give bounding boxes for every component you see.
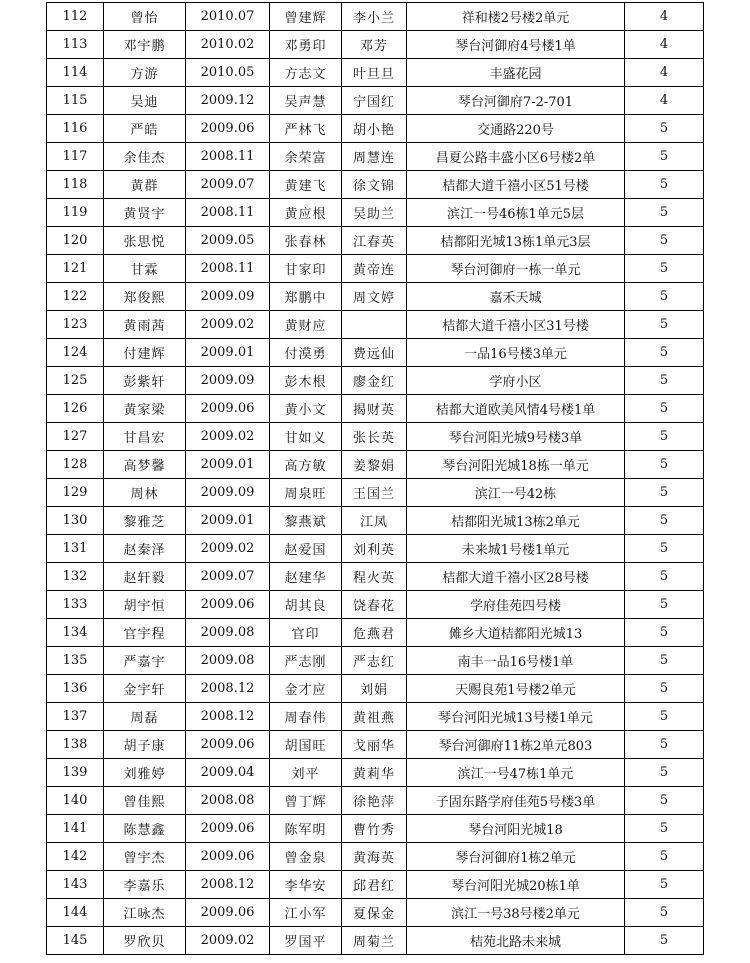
father-name-cell: 黄建飞 xyxy=(270,171,342,199)
mother-name-cell: 廖金红 xyxy=(342,367,407,395)
student-name-cell: 黄群 xyxy=(104,171,186,199)
address-cell: 琴台河御府一栋一单元 xyxy=(407,255,625,283)
address-cell: 琴台河阳光城18 xyxy=(407,815,625,843)
student-table xyxy=(46,2,704,955)
table-row xyxy=(47,199,704,227)
student-name-cell: 郑俊熙 xyxy=(104,283,186,311)
father-name-cell: 胡其良 xyxy=(270,591,342,619)
row-number-cell: 112 xyxy=(47,3,104,31)
birth-date-cell: 2009.02 xyxy=(186,423,270,451)
birth-date-cell: 2009.06 xyxy=(186,731,270,759)
student-name-cell: 甘昌宏 xyxy=(104,423,186,451)
address-cell: 一品16号楼3单元 xyxy=(407,339,625,367)
father-name-cell: 方志文 xyxy=(270,59,342,87)
row-number-cell: 135 xyxy=(47,647,104,675)
table-row xyxy=(47,759,704,787)
mother-name-cell: 胡小艳 xyxy=(342,115,407,143)
grade-cell: 5 xyxy=(625,619,704,647)
student-name-cell: 赵轩毅 xyxy=(104,563,186,591)
row-number-cell: 129 xyxy=(47,479,104,507)
grade-cell: 5 xyxy=(625,535,704,563)
birth-date-cell: 2010.05 xyxy=(186,59,270,87)
table-row xyxy=(47,647,704,675)
grade-cell: 5 xyxy=(625,927,704,955)
table-row xyxy=(47,87,704,115)
father-name-cell: 付漠勇 xyxy=(270,339,342,367)
address-cell: 滨江一号47栋1单元 xyxy=(407,759,625,787)
father-name-cell: 余荣富 xyxy=(270,143,342,171)
grade-cell: 5 xyxy=(625,843,704,871)
birth-date-cell: 2009.08 xyxy=(186,647,270,675)
student-name-cell: 周林 xyxy=(104,479,186,507)
grade-cell: 5 xyxy=(625,731,704,759)
father-name-cell: 金才应 xyxy=(270,675,342,703)
student-name-cell: 甘霖 xyxy=(104,255,186,283)
grade-cell: 5 xyxy=(625,255,704,283)
student-name-cell: 彭紫轩 xyxy=(104,367,186,395)
birth-date-cell: 2009.02 xyxy=(186,311,270,339)
birth-date-cell: 2009.06 xyxy=(186,899,270,927)
student-name-cell: 江咏杰 xyxy=(104,899,186,927)
address-cell: 桔都大道欧美风情4号楼1单 xyxy=(407,395,625,423)
student-name-cell: 金宇轩 xyxy=(104,675,186,703)
mother-name-cell: 姜黎娟 xyxy=(342,451,407,479)
address-cell: 桔都阳光城13栋1单元3层 xyxy=(407,227,625,255)
mother-name-cell: 邱君红 xyxy=(342,871,407,899)
student-name-cell: 严嘉宇 xyxy=(104,647,186,675)
mother-name-cell: 严志红 xyxy=(342,647,407,675)
mother-name-cell: 危燕君 xyxy=(342,619,407,647)
birth-date-cell: 2009.01 xyxy=(186,339,270,367)
student-name-cell: 付建辉 xyxy=(104,339,186,367)
birth-date-cell: 2009.07 xyxy=(186,171,270,199)
address-cell: 琴台河阳光城20栋1单 xyxy=(407,871,625,899)
father-name-cell: 胡国旺 xyxy=(270,731,342,759)
father-name-cell: 曾丁辉 xyxy=(270,787,342,815)
address-cell: 傩乡大道桔都阳光城13 xyxy=(407,619,625,647)
birth-date-cell: 2010.07 xyxy=(186,3,270,31)
row-number-cell: 136 xyxy=(47,675,104,703)
student-name-cell: 黎雅芝 xyxy=(104,507,186,535)
father-name-cell: 黄财应 xyxy=(270,311,342,339)
birth-date-cell: 2009.09 xyxy=(186,283,270,311)
father-name-cell: 周春伟 xyxy=(270,703,342,731)
row-number-cell: 121 xyxy=(47,255,104,283)
father-name-cell: 曾金泉 xyxy=(270,843,342,871)
grade-cell: 5 xyxy=(625,227,704,255)
grade-cell: 5 xyxy=(625,815,704,843)
address-cell: 南丰一品16号楼1单 xyxy=(407,647,625,675)
grade-cell: 5 xyxy=(625,171,704,199)
grade-cell: 5 xyxy=(625,423,704,451)
address-cell: 丰盛花园 xyxy=(407,59,625,87)
student-name-cell: 胡宇恒 xyxy=(104,591,186,619)
grade-cell: 5 xyxy=(625,563,704,591)
row-number-cell: 132 xyxy=(47,563,104,591)
birth-date-cell: 2009.01 xyxy=(186,507,270,535)
table-row xyxy=(47,3,704,31)
row-number-cell: 137 xyxy=(47,703,104,731)
table-row xyxy=(47,535,704,563)
row-number-cell: 140 xyxy=(47,787,104,815)
birth-date-cell: 2009.06 xyxy=(186,395,270,423)
table-row xyxy=(47,367,704,395)
father-name-cell: 官印 xyxy=(270,619,342,647)
address-cell: 滨江一号46栋1单元5层 xyxy=(407,199,625,227)
student-name-cell: 陈慧鑫 xyxy=(104,815,186,843)
mother-name-cell: 曹竹秀 xyxy=(342,815,407,843)
table-row xyxy=(47,143,704,171)
address-cell: 桔都阳光城13栋2单元 xyxy=(407,507,625,535)
father-name-cell: 吴声慧 xyxy=(270,87,342,115)
table-row xyxy=(47,927,704,955)
student-name-cell: 赵秦泽 xyxy=(104,535,186,563)
grade-cell: 5 xyxy=(625,339,704,367)
father-name-cell: 李华安 xyxy=(270,871,342,899)
mother-name-cell: 周文婷 xyxy=(342,283,407,311)
row-number-cell: 131 xyxy=(47,535,104,563)
row-number-cell: 138 xyxy=(47,731,104,759)
table-row xyxy=(47,563,704,591)
address-cell: 琴台河阳光城13号楼1单元 xyxy=(407,703,625,731)
table-row xyxy=(47,507,704,535)
table-row xyxy=(47,227,704,255)
address-cell: 琴台河御府1栋2单元 xyxy=(407,843,625,871)
grade-cell: 5 xyxy=(625,479,704,507)
row-number-cell: 125 xyxy=(47,367,104,395)
father-name-cell: 黎燕斌 xyxy=(270,507,342,535)
address-cell: 交通路220号 xyxy=(407,115,625,143)
table-row xyxy=(47,423,704,451)
table-row xyxy=(47,31,704,59)
student-name-cell: 张思悦 xyxy=(104,227,186,255)
birth-date-cell: 2009.05 xyxy=(186,227,270,255)
mother-name-cell: 黄海英 xyxy=(342,843,407,871)
grade-cell: 4 xyxy=(625,87,704,115)
table-row xyxy=(47,675,704,703)
row-number-cell: 126 xyxy=(47,395,104,423)
birth-date-cell: 2009.06 xyxy=(186,115,270,143)
table-row xyxy=(47,591,704,619)
student-name-cell: 严皓 xyxy=(104,115,186,143)
father-name-cell: 邓勇印 xyxy=(270,31,342,59)
row-number-cell: 117 xyxy=(47,143,104,171)
mother-name-cell: 李小兰 xyxy=(342,3,407,31)
table-row xyxy=(47,703,704,731)
birth-date-cell: 2008.12 xyxy=(186,871,270,899)
grade-cell: 5 xyxy=(625,143,704,171)
birth-date-cell: 2008.12 xyxy=(186,703,270,731)
table-row xyxy=(47,843,704,871)
table-row xyxy=(47,479,704,507)
address-cell: 桔都大道千禧小区51号楼 xyxy=(407,171,625,199)
table-row xyxy=(47,171,704,199)
grade-cell: 5 xyxy=(625,283,704,311)
student-name-cell: 黄雨茜 xyxy=(104,311,186,339)
birth-date-cell: 2009.12 xyxy=(186,87,270,115)
row-number-cell: 123 xyxy=(47,311,104,339)
table-row xyxy=(47,339,704,367)
father-name-cell: 甘如义 xyxy=(270,423,342,451)
row-number-cell: 128 xyxy=(47,451,104,479)
mother-name-cell: 徐文锦 xyxy=(342,171,407,199)
father-name-cell: 黄小文 xyxy=(270,395,342,423)
address-cell: 桔都大道千禧小区31号楼 xyxy=(407,311,625,339)
row-number-cell: 145 xyxy=(47,927,104,955)
address-cell: 琴台河阳光城9号楼3单 xyxy=(407,423,625,451)
row-number-cell: 116 xyxy=(47,115,104,143)
student-name-cell: 官宇程 xyxy=(104,619,186,647)
birth-date-cell: 2009.09 xyxy=(186,479,270,507)
grade-cell: 5 xyxy=(625,899,704,927)
mother-name-cell: 徐艳萍 xyxy=(342,787,407,815)
father-name-cell: 罗国平 xyxy=(270,927,342,955)
birth-date-cell: 2009.02 xyxy=(186,535,270,563)
father-name-cell: 赵建华 xyxy=(270,563,342,591)
birth-date-cell: 2009.08 xyxy=(186,619,270,647)
father-name-cell: 江小军 xyxy=(270,899,342,927)
student-name-cell: 黄家梁 xyxy=(104,395,186,423)
table-row xyxy=(47,115,704,143)
grade-cell: 5 xyxy=(625,675,704,703)
mother-name-cell: 揭财英 xyxy=(342,395,407,423)
row-number-cell: 122 xyxy=(47,283,104,311)
student-name-cell: 曾佳熙 xyxy=(104,787,186,815)
table-row xyxy=(47,283,704,311)
row-number-cell: 120 xyxy=(47,227,104,255)
father-name-cell: 陈军明 xyxy=(270,815,342,843)
grade-cell: 5 xyxy=(625,199,704,227)
father-name-cell: 严志刚 xyxy=(270,647,342,675)
student-name-cell: 刘雅婷 xyxy=(104,759,186,787)
row-number-cell: 118 xyxy=(47,171,104,199)
student-name-cell: 方游 xyxy=(104,59,186,87)
grade-cell: 4 xyxy=(625,3,704,31)
student-name-cell: 余佳杰 xyxy=(104,143,186,171)
birth-date-cell: 2008.08 xyxy=(186,787,270,815)
row-number-cell: 115 xyxy=(47,87,104,115)
grade-cell: 5 xyxy=(625,507,704,535)
mother-name-cell: 宁国红 xyxy=(342,87,407,115)
birth-date-cell: 2009.06 xyxy=(186,843,270,871)
row-number-cell: 124 xyxy=(47,339,104,367)
grade-cell: 5 xyxy=(625,395,704,423)
birth-date-cell: 2009.06 xyxy=(186,815,270,843)
mother-name-cell: 叶旦旦 xyxy=(342,59,407,87)
father-name-cell: 高方敏 xyxy=(270,451,342,479)
address-cell: 琴台河阳光城18栋一单元 xyxy=(407,451,625,479)
mother-name-cell: 刘利英 xyxy=(342,535,407,563)
address-cell: 未来城1号楼1单元 xyxy=(407,535,625,563)
father-name-cell: 张春林 xyxy=(270,227,342,255)
mother-name-cell: 黄莉华 xyxy=(342,759,407,787)
student-name-cell: 周磊 xyxy=(104,703,186,731)
mother-name-cell: 周菊兰 xyxy=(342,927,407,955)
birth-date-cell: 2009.06 xyxy=(186,591,270,619)
father-name-cell: 周泉旺 xyxy=(270,479,342,507)
address-cell: 滨江一号38号楼2单元 xyxy=(407,899,625,927)
father-name-cell: 彭木根 xyxy=(270,367,342,395)
address-cell: 子固东路学府佳苑5号楼3单 xyxy=(407,787,625,815)
row-number-cell: 114 xyxy=(47,59,104,87)
grade-cell: 4 xyxy=(625,31,704,59)
birth-date-cell: 2009.01 xyxy=(186,451,270,479)
student-name-cell: 邓宇鹏 xyxy=(104,31,186,59)
mother-name-cell: 费远仙 xyxy=(342,339,407,367)
mother-name-cell: 邓芳 xyxy=(342,31,407,59)
row-number-cell: 127 xyxy=(47,423,104,451)
mother-name-cell: 吴助兰 xyxy=(342,199,407,227)
mother-name-cell: 黄帝连 xyxy=(342,255,407,283)
grade-cell: 5 xyxy=(625,311,704,339)
row-number-cell: 144 xyxy=(47,899,104,927)
table-row xyxy=(47,899,704,927)
mother-name-cell: 黄祖燕 xyxy=(342,703,407,731)
row-number-cell: 143 xyxy=(47,871,104,899)
student-name-cell: 高梦馨 xyxy=(104,451,186,479)
father-name-cell: 甘家印 xyxy=(270,255,342,283)
table-body xyxy=(47,3,704,955)
mother-name-cell: 王国兰 xyxy=(342,479,407,507)
address-cell: 桔苑北路未来城 xyxy=(407,927,625,955)
birth-date-cell: 2008.11 xyxy=(186,199,270,227)
birth-date-cell: 2009.09 xyxy=(186,367,270,395)
father-name-cell: 黄应根 xyxy=(270,199,342,227)
grade-cell: 5 xyxy=(625,647,704,675)
birth-date-cell: 2010.02 xyxy=(186,31,270,59)
birth-date-cell: 2008.12 xyxy=(186,675,270,703)
birth-date-cell: 2008.11 xyxy=(186,143,270,171)
grade-cell: 5 xyxy=(625,787,704,815)
address-cell: 祥和楼2号楼2单元 xyxy=(407,3,625,31)
mother-name-cell: 戈丽华 xyxy=(342,731,407,759)
row-number-cell: 142 xyxy=(47,843,104,871)
address-cell: 琴台河御府7-2-701 xyxy=(407,87,625,115)
student-name-cell: 李嘉乐 xyxy=(104,871,186,899)
table-row xyxy=(47,815,704,843)
mother-name-cell: 刘娟 xyxy=(342,675,407,703)
row-number-cell: 130 xyxy=(47,507,104,535)
table-row xyxy=(47,787,704,815)
birth-date-cell: 2009.04 xyxy=(186,759,270,787)
table-row xyxy=(47,59,704,87)
birth-date-cell: 2009.07 xyxy=(186,563,270,591)
mother-name-cell: 江春英 xyxy=(342,227,407,255)
table-row xyxy=(47,395,704,423)
address-cell: 昌夏公路丰盛小区6号楼2单 xyxy=(407,143,625,171)
row-number-cell: 113 xyxy=(47,31,104,59)
address-cell: 滨江一号42栋 xyxy=(407,479,625,507)
student-name-cell: 黄贤宇 xyxy=(104,199,186,227)
student-name-cell: 罗欣贝 xyxy=(104,927,186,955)
row-number-cell: 133 xyxy=(47,591,104,619)
student-name-cell: 吴迪 xyxy=(104,87,186,115)
grade-cell: 5 xyxy=(625,703,704,731)
mother-name-cell: 程火英 xyxy=(342,563,407,591)
table-row xyxy=(47,871,704,899)
mother-name-cell: 周慧连 xyxy=(342,143,407,171)
birth-date-cell: 2008.11 xyxy=(186,255,270,283)
table-row xyxy=(47,619,704,647)
row-number-cell: 139 xyxy=(47,759,104,787)
address-cell: 桔都大道千禧小区28号楼 xyxy=(407,563,625,591)
grade-cell: 5 xyxy=(625,871,704,899)
father-name-cell: 严林飞 xyxy=(270,115,342,143)
father-name-cell: 郑鹏中 xyxy=(270,283,342,311)
table-row xyxy=(47,255,704,283)
grade-cell: 5 xyxy=(625,367,704,395)
address-cell: 嘉禾天城 xyxy=(407,283,625,311)
student-table-container xyxy=(46,2,704,955)
table-row xyxy=(47,731,704,759)
table-row xyxy=(47,311,704,339)
student-name-cell: 曾怡 xyxy=(104,3,186,31)
row-number-cell: 141 xyxy=(47,815,104,843)
grade-cell: 4 xyxy=(625,59,704,87)
mother-name-cell: 张长英 xyxy=(342,423,407,451)
father-name-cell: 曾建辉 xyxy=(270,3,342,31)
row-number-cell: 134 xyxy=(47,619,104,647)
mother-name-cell: 江凤 xyxy=(342,507,407,535)
address-cell: 琴台河御府4号楼1单 xyxy=(407,31,625,59)
address-cell: 学府佳苑四号楼 xyxy=(407,591,625,619)
father-name-cell: 刘平 xyxy=(270,759,342,787)
grade-cell: 5 xyxy=(625,115,704,143)
grade-cell: 5 xyxy=(625,591,704,619)
mother-name-cell: 饶春花 xyxy=(342,591,407,619)
mother-name-cell: 夏保金 xyxy=(342,899,407,927)
student-name-cell: 胡子康 xyxy=(104,731,186,759)
table-row xyxy=(47,451,704,479)
father-name-cell: 赵爱国 xyxy=(270,535,342,563)
grade-cell: 5 xyxy=(625,451,704,479)
birth-date-cell: 2009.02 xyxy=(186,927,270,955)
mother-name-cell xyxy=(342,311,407,339)
address-cell: 琴台河御府11栋2单元803 xyxy=(407,731,625,759)
address-cell: 学府小区 xyxy=(407,367,625,395)
student-name-cell: 曾宇杰 xyxy=(104,843,186,871)
row-number-cell: 119 xyxy=(47,199,104,227)
grade-cell: 5 xyxy=(625,759,704,787)
address-cell: 天赐良苑1号楼2单元 xyxy=(407,675,625,703)
